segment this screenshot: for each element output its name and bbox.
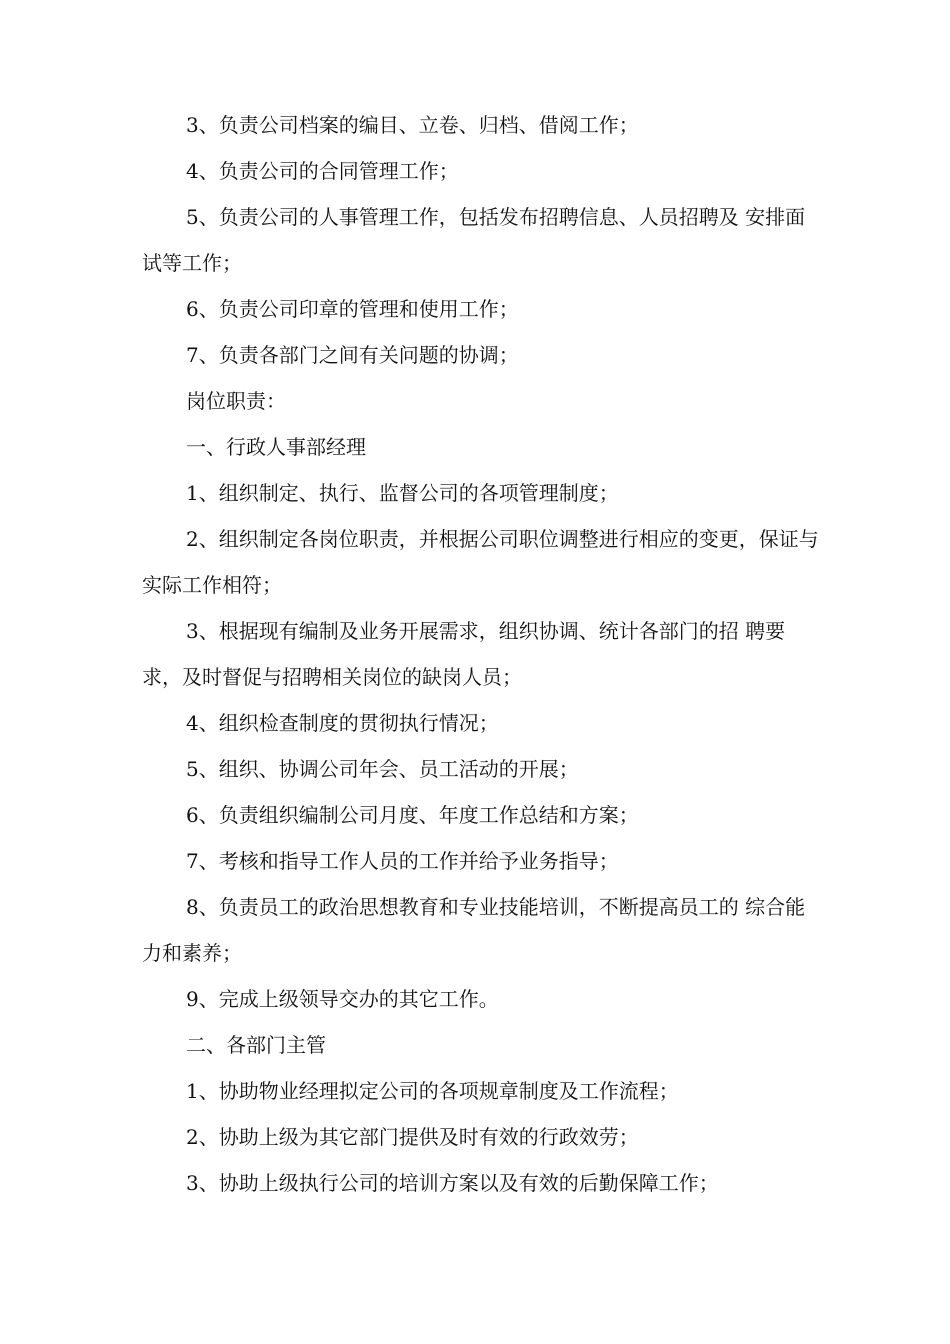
paragraph-personnel-management: 5、负责公司的人事管理工作，包括发布招聘信息、人员招聘及 安排面试等工作； [142,205,806,275]
paragraph-staff-assessment: 7、考核和指导工作人员的工作并给予业务指导； [186,849,619,873]
section-heading-department-supervisors: 二、各部门主管 [186,1033,326,1057]
document-body [142,102,822,1206]
paragraph-rules-drafting: 1、协助物业经理拟定公司的各项规章制度及工作流程； [186,1079,679,1103]
paragraph-management-systems: 1、组织制定、执行、监督公司的各项管理制度； [186,481,619,505]
section-heading-job-duties: 岗位职责： [186,389,286,413]
paragraph-training-logistics: 3、协助上级执行公司的培训方案以及有效的后勤保障工作； [186,1171,719,1195]
paragraph-position-duties: 2、组织制定各岗位职责，并根据公司职位调整进行相应的变更，保证与实际工作相符； [142,527,819,597]
paragraph-work-summary: 6、负责组织编制公司月度、年度工作总结和方案； [186,803,639,827]
paragraph-staff-training: 8、负责员工的政治思想教育和专业技能培训，不断提高员工的 综合能力和素养； [142,895,806,965]
paragraph-other-tasks: 9、完成上级领导交办的其它工作。 [186,987,499,1011]
paragraph-system-inspection: 4、组织检查制度的贯彻执行情况； [186,711,499,735]
paragraph-admin-services: 2、协助上级为其它部门提供及时有效的行政效劳； [186,1125,639,1149]
paragraph-seal-management: 6、负责公司印章的管理和使用工作； [186,297,519,321]
section-heading-hr-manager: 一、行政人事部经理 [186,435,366,459]
paragraph-archive-management: 3、负责公司档案的编目、立卷、归档、借阅工作； [186,113,639,137]
paragraph-annual-events: 5、组织、协调公司年会、员工活动的开展； [186,757,579,781]
paragraph-department-coordination: 7、负责各部门之间有关问题的协调； [186,343,519,367]
paragraph-recruitment-needs: 3、根据现有编制及业务开展需求，组织协调、统计各部门的招 聘要求，及时督促与招聘相关岗位的缺岗人员； [142,619,786,689]
paragraph-contract-management: 4、负责公司的合同管理工作； [186,159,459,183]
